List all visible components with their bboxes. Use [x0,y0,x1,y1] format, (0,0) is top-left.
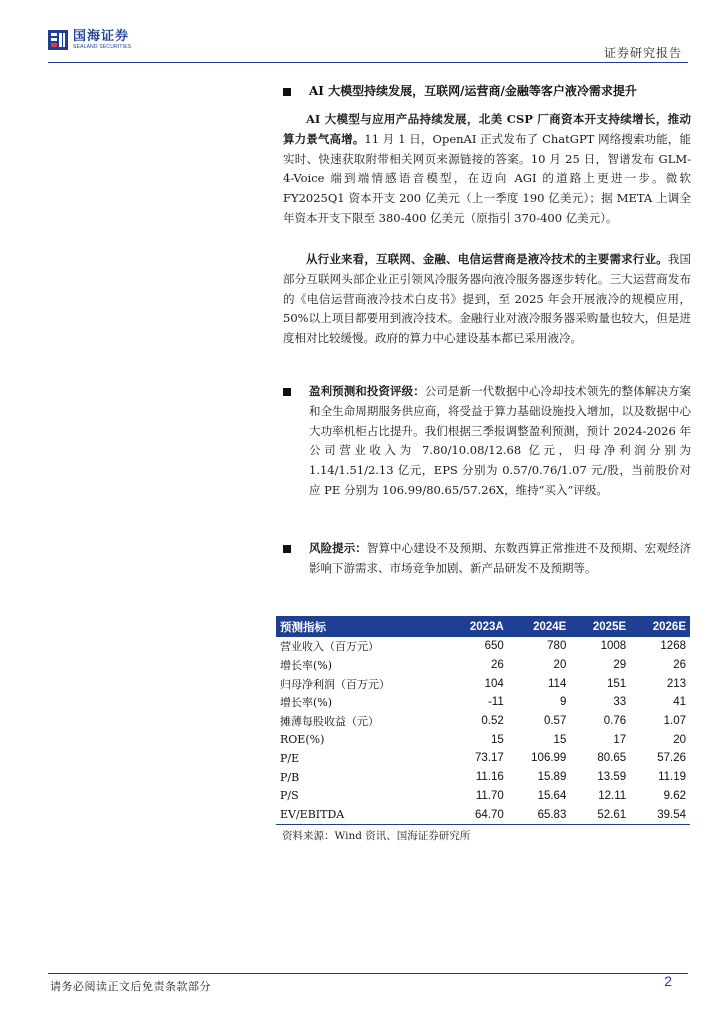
disclaimer-note: 请务必阅读正文后免责条款部分 [50,980,211,993]
table-cell: 650 [484,640,504,653]
table-cell: 11.70 [475,789,504,802]
header-divider [48,62,688,63]
table-cell: 11.16 [475,771,504,784]
table-cell: 1.07 [663,715,686,728]
paragraph-industry-demand [283,250,691,349]
table-cell: 15.64 [537,789,567,802]
table-cell: 12.11 [598,789,627,802]
table-cell: 增长率(%) [280,696,333,710]
bullet-square-icon [283,545,291,553]
table-cell: 15.89 [537,771,567,784]
page-number: 2 [664,973,672,989]
table-cell: 15 [490,733,504,746]
table-row [276,712,690,731]
section-title-liquid-cooling: AI 大模型持续发展，互联网/运营商/金融等客户液冷需求提升 [309,84,637,98]
report-type-label: 证券研究报告 [603,46,682,60]
table-cell: 1008 [600,640,627,653]
table-cell: 780 [547,640,567,653]
table-cell: 20 [673,733,686,746]
table-cell: 80.65 [597,752,627,765]
table-cell: 0.52 [481,715,504,728]
sealand-logo-icon [48,30,68,50]
table-cell: 114 [548,677,567,690]
table-cell: 213 [666,677,686,690]
table-cell: 归母净利润（百万元） [280,677,390,691]
table-row [276,693,690,712]
table-cell: 9.62 [663,789,686,802]
table-cell: -11 [487,696,504,709]
table-cell: P/S [280,789,299,803]
table-cell: 20 [553,659,567,672]
table-cell: 9 [559,696,567,709]
paragraph-ai-models [283,110,691,229]
table-row [276,749,690,768]
table-cell: P/B [280,770,300,784]
table-cell: 39.54 [630,805,690,824]
table-cell: 104 [484,677,504,690]
table-row [276,674,690,693]
table-row [276,805,690,824]
table-source-note: 资料来源：Wind 资讯、国海证券研究所 [282,830,471,842]
forecast-table [276,616,690,825]
bullet-square-icon [283,88,291,96]
table-header-cell: 2026E [630,616,690,637]
table-cell: 151 [606,677,627,690]
table-cell: 65.83 [508,805,571,824]
table-cell: 26 [490,659,504,672]
table-cell: 1268 [660,640,686,653]
table-cell: 0.76 [603,715,627,728]
table-cell: 增长率(%) [280,659,333,673]
table-cell: 57.26 [657,752,686,765]
table-header-cell: 2024E [508,616,571,637]
table-row [276,768,690,787]
table-cell: 13.59 [597,771,627,784]
earnings-forecast-body: 公司是新一代数据中心冷却技术领先的整体解决方案和全生命周期服务供应商，将受益于算力基础设施投入增加，以及数据中心大功率机柜占比提升。我们根据三季报调整盈利预测，预计 2024-2026 年公司营业收入为 7.80/10.08/12.68 亿元，归母净利润分别为 1.14/1.51/2.13 亿元，EPS 分别为 0.57/0.76/1.07 元/股，当前股价对应 PE 分别为 106.99/80.65/57.26X，维持“买入”评级。 [309,384,691,497]
table-cell: 摊薄每股收益（元） [280,715,379,729]
table-header-row [276,616,690,637]
table-cell: 41 [673,696,686,709]
table-cell: 26 [673,659,686,672]
paragraph-ai-models-lead: AI 大模型与应用产品持续发展，北美 CSP 厂商资本开支持续增长，推动算力景气高增。 [283,112,691,146]
logo-english-name: SEALAND SECURITIES [73,44,132,50]
table-cell: 17 [613,733,627,746]
paragraph-ai-models-body: 11 月 1 日，OpenAI 正式发布了 ChatGPT 网络搜索功能，能实时、快速获取附带相关网页来源链接的答案。10 月 25 日，智谱发布 GLM-4-Voice 端到端情感语音模型，在迈向 AGI 的道路上更进一步。微软 FY2025Q1 资本开支 200 亿美元（上一季度 190 亿美元）；据 META 上调全年资本开支下限至 380-400 亿美元（原指引 370-400 亿美元）。 [283,131,691,225]
page-header [48,28,688,62]
paragraph-industry-demand-lead: 从行业来看，互联网、金融、电信运营商是液冷技术的主要需求行业。 [306,252,668,266]
table-cell: ROE(%) [280,733,325,747]
table-cell: 106.99 [531,752,567,765]
table-cell: 0.57 [543,715,567,728]
footer-divider [48,973,688,974]
table-header-cell: 2023A [447,616,508,637]
paragraph-industry-demand-body: 我国部分互联网头部企业正引领风冷服务器向液冷服务器逐步转化。三大运营商发布的《电信运营商液冷技术白皮书》提到，至 2025 年会开展液冷的规模应用，50%以上项目都要用到液冷技术。金融行业对液冷服务器采购量也较大，但是进度相对比较缓慢。政府的算力中心建设基本都已采用液冷。 [283,252,691,346]
table-cell: 29 [613,659,627,672]
table-row [276,787,690,806]
table-row [276,637,690,656]
earnings-forecast-lead: 盈利预测和投资评级： [309,384,425,398]
table-cell: 15 [553,733,567,746]
table-cell: 73.17 [474,752,504,765]
table-cell: 64.70 [447,805,508,824]
table-row [276,730,690,749]
table-cell: 营业收入（百万元） [280,640,379,654]
paragraph-risk-warning [309,539,691,579]
table-cell: 52.61 [570,805,630,824]
table-header-cell: 2025E [570,616,630,637]
risk-warning-body: 智算中心建设不及预期、东数西算正常推进不及预期、宏观经济影响下游需求、市场竞争加剧、新产品研发不及预期等。 [309,541,691,575]
paragraph-earnings-forecast [309,382,691,501]
table-cell: P/E [280,751,300,765]
table-cell: EV/EBITDA [276,805,447,824]
bullet-square-icon [283,388,291,396]
table-cell: 11.19 [658,771,686,784]
table-cell: 33 [613,696,627,709]
company-logo [48,30,131,50]
risk-warning-lead: 风险提示： [309,541,367,555]
table-header-cell: 预测指标 [276,616,447,637]
table-row [276,656,690,675]
logo-chinese-name: 国海证券 [73,29,130,44]
